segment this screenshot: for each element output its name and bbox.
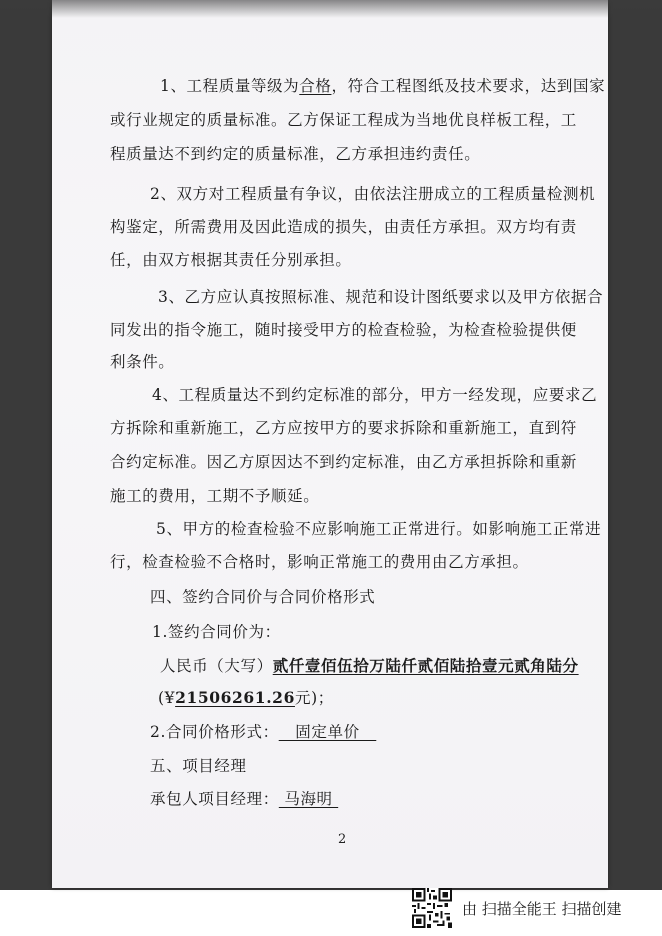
line-11: 方拆除和重新施工，乙方应按甲方的要求拆除和重新施工，直到符 <box>110 419 577 437</box>
page-number: 2 <box>338 832 347 847</box>
line-2: 或行业规定的质量标准。乙方保证工程成为当地优良样板工程，工 <box>110 111 577 129</box>
line-9: 利条件。 <box>110 353 175 371</box>
price-words-value: 贰仟壹佰伍拾万陆仟贰佰陆拾壹元贰角陆分 <box>272 656 579 675</box>
section-four-heading: 四、签约合同价与合同价格形式 <box>150 588 376 606</box>
project-manager-name: 马海明 <box>278 790 339 808</box>
top-shadow <box>0 0 662 18</box>
line-14: 5、甲方的检查检验不应影响施工正常进行。如影响施工正常进 <box>156 520 602 538</box>
scanner-footer <box>412 886 662 930</box>
project-manager-line <box>150 787 338 809</box>
line-3: 程质量达不到约定的质量标准，乙方承担违约责任。 <box>110 145 481 163</box>
scanner-watermark-text: 由 扫描全能王 扫描创建 <box>462 900 622 918</box>
line-5: 构鉴定，所需费用及因此造成的损失，由责任方承担。双方均有责 <box>110 218 577 236</box>
line-12: 合约定标准。因乙方原因达不到约定标准，由乙方承担拆除和重新 <box>110 453 577 471</box>
paper-page <box>52 0 608 888</box>
line-8: 同发出的指令施工，随时接受甲方的检查检验，为检查检验提供便 <box>110 321 577 339</box>
section-five-heading: 五、项目经理 <box>150 757 247 775</box>
price-figures-value: 21506261.26 <box>175 688 295 707</box>
price-form-value: 固定单价 <box>278 723 377 741</box>
line-7: 3、乙方应认真按照标准、规范和设计图纸要求以及甲方依据合 <box>158 288 604 306</box>
price-in-words <box>160 654 579 676</box>
line-15: 行，检查检验不合格时，影响正常施工的费用由乙方承担。 <box>110 553 529 571</box>
line-1 <box>160 74 605 96</box>
contract-price-label: 1.签约合同价为： <box>152 623 281 641</box>
price-in-figures <box>158 686 334 708</box>
price-words-prefix: 人民币（大写） <box>160 657 273 675</box>
line-4: 2、双方对工程质量有争议，由依法注册成立的工程质量检测机 <box>150 185 596 203</box>
qr-code-icon <box>412 888 452 928</box>
price-figures-prefix: (¥ <box>158 689 176 707</box>
line-10: 4、工程质量达不到约定标准的部分，甲方一经发现，应要求乙 <box>152 386 598 404</box>
line-6: 任，由双方根据其责任分别承担。 <box>110 251 352 269</box>
line-13: 施工的费用，工期不予顺延。 <box>110 487 320 505</box>
price-form-label: 2.合同价格形式： <box>150 723 279 741</box>
price-form-line <box>150 720 376 742</box>
price-figures-suffix: 元)； <box>294 689 334 707</box>
line-1-post: ，符合工程图纸及技术要求，达到国家 <box>331 77 606 95</box>
line-1-pre: 1、工程质量等级为 <box>160 77 300 95</box>
quality-grade: 合格 <box>299 77 332 95</box>
project-manager-label: 承包人项目经理： <box>150 790 279 808</box>
